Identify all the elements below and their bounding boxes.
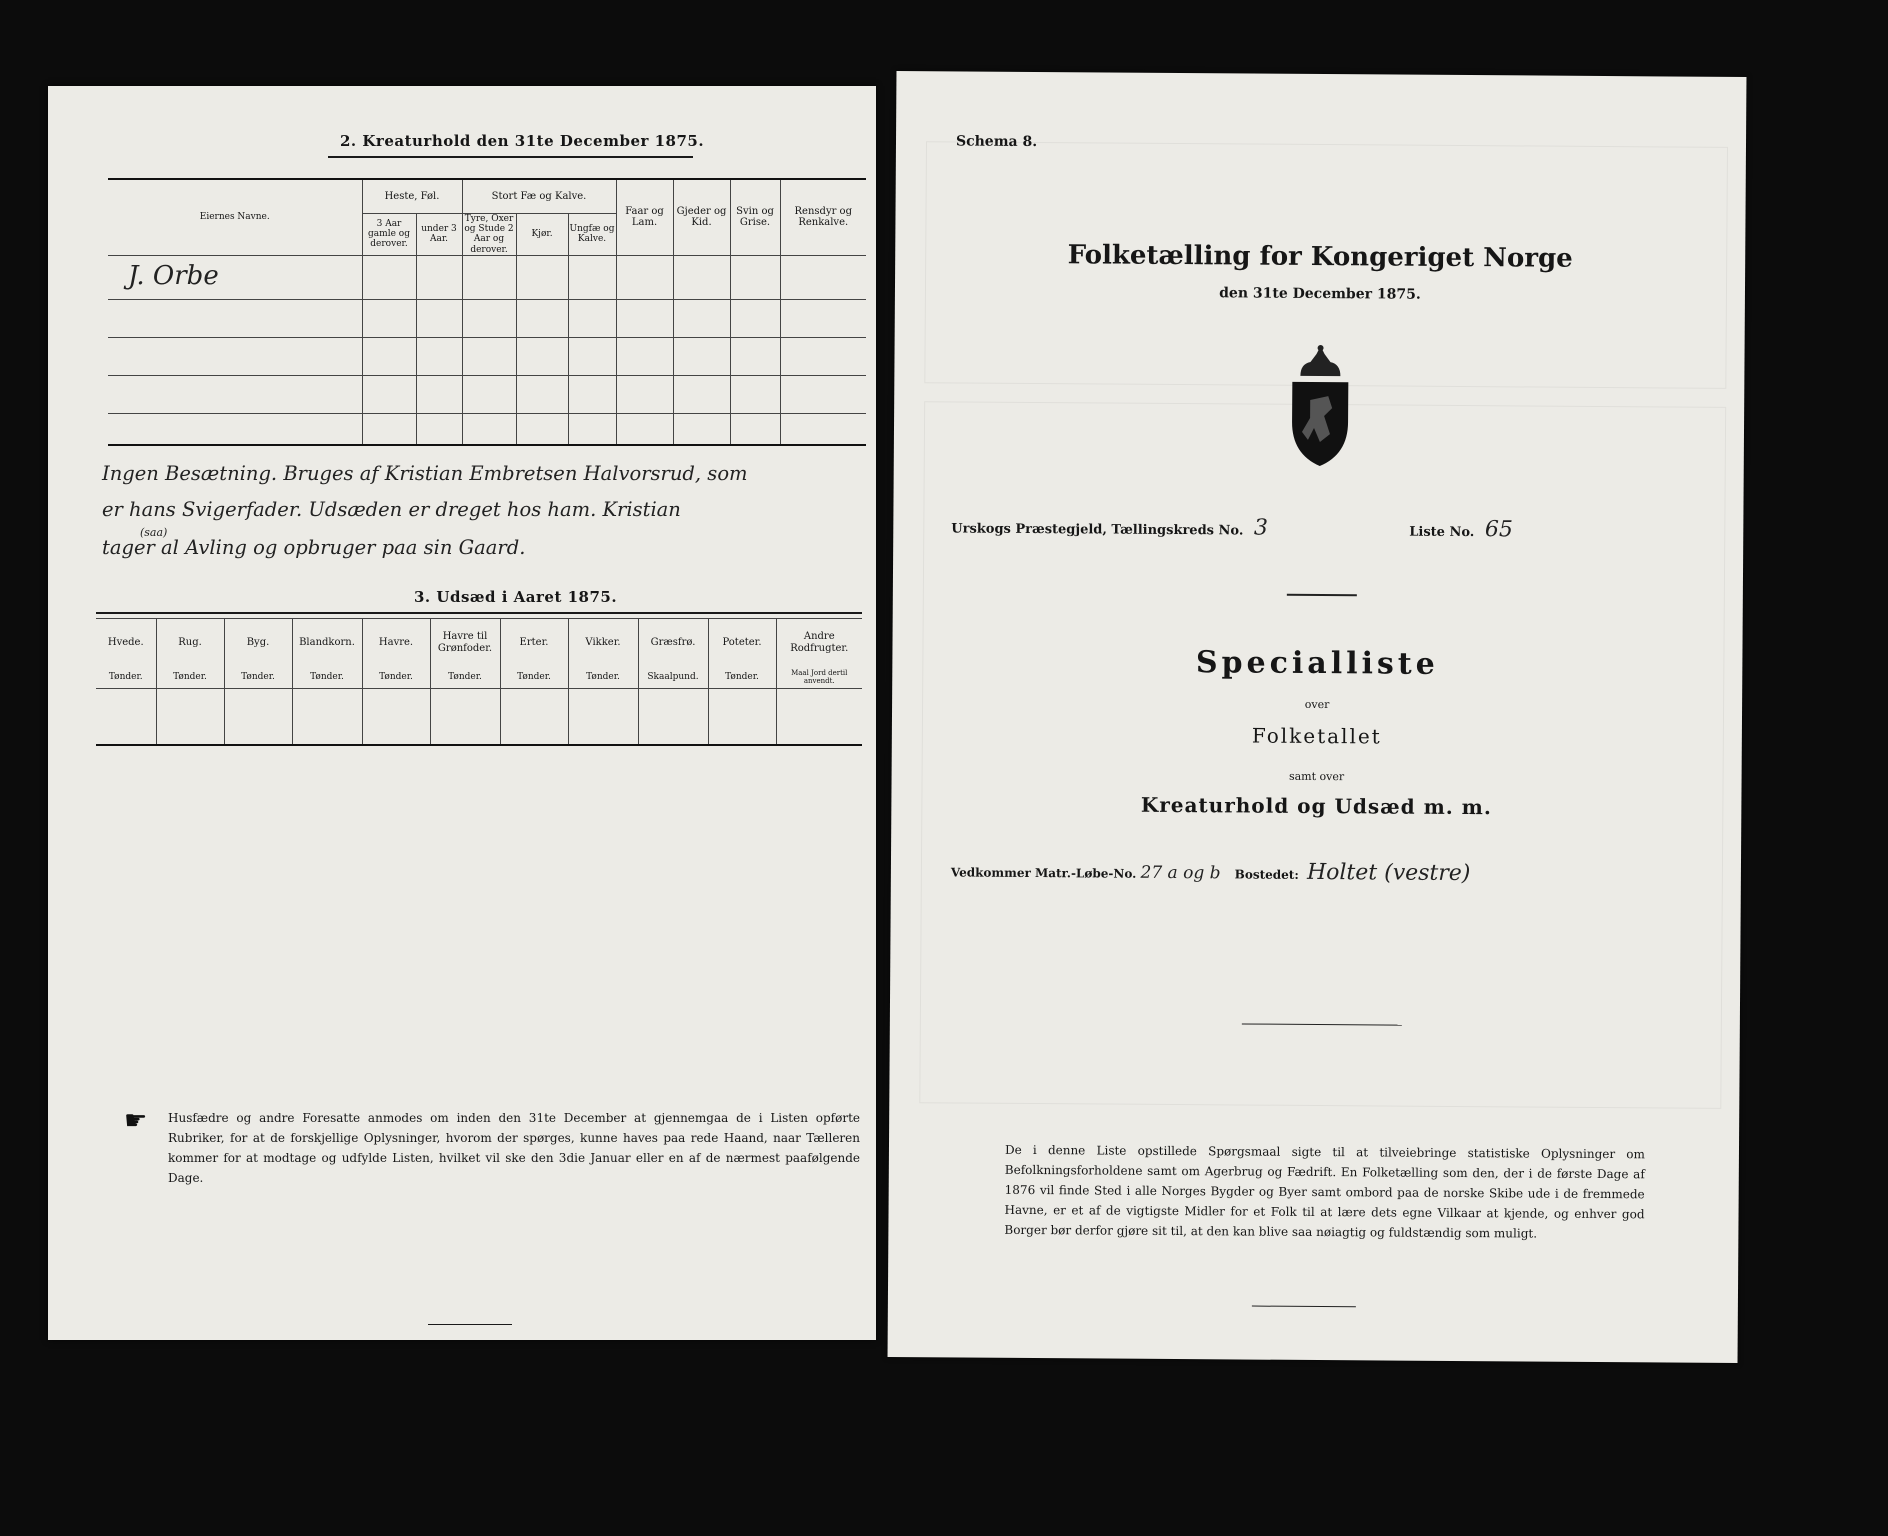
table-cell: [516, 255, 568, 299]
seed-col-unit: Tønder.: [96, 667, 156, 689]
table-cell: [362, 337, 416, 375]
owner-name: J. Orbe: [128, 261, 219, 292]
col-tyre: Tyre, Oxer og Stude 2 Aar og derover.: [462, 213, 516, 255]
livestock-table: [108, 178, 866, 446]
seed-cell: [362, 689, 430, 745]
prestegjeld-label: Urskogs Præstegjeld, Tællingskreds No.: [951, 521, 1244, 539]
kreaturhold-title: Kreaturhold og Udsæd m. m.: [1140, 792, 1492, 820]
matr-line: [951, 857, 1471, 886]
handwritten-note-line-3: tager al Avling og opbruger paa sin Gaard.: [102, 536, 526, 559]
main-title: Folketælling for Kongeriget Norge: [1067, 240, 1573, 274]
section3-title-rule: [96, 612, 862, 614]
handwritten-note-insert: (saa): [140, 526, 168, 539]
left-page: [48, 86, 876, 1340]
norway-coat-of-arms: [1280, 342, 1361, 473]
table-cell: [780, 255, 866, 299]
table-cell: [416, 375, 462, 413]
col-rensdyr: Rensdyr og Renkalve.: [780, 179, 866, 255]
seed-col-header: Havre.: [362, 619, 430, 667]
table-cell: [416, 255, 462, 299]
seed-cell: [500, 689, 568, 745]
table-cell: [416, 299, 462, 337]
seed-cell: [224, 689, 292, 745]
schema-label: Schema 8.: [955, 133, 1038, 151]
bostedet-label: Bostedet:: [1234, 867, 1299, 882]
prestegjeld-line: [951, 513, 1268, 540]
table-cell: [673, 255, 730, 299]
col-ungfae: Ungfæ og Kalve.: [568, 213, 616, 255]
seed-col-header: Græsfrø.: [638, 619, 708, 667]
matr-no: 27 a og b: [1140, 862, 1221, 884]
seed-col-header: Vikker.: [568, 619, 638, 667]
seed-col-unit: Tønder.: [224, 667, 292, 689]
table-cell: [462, 413, 516, 445]
handwritten-note-line-1: Ingen Besætning. Bruges af Kristian Embretsen Halvorsrud, som: [102, 462, 748, 485]
table-cell: [462, 299, 516, 337]
liste-line: [1409, 517, 1513, 543]
liste-no: 65: [1484, 517, 1513, 543]
info-paragraph: De i denne Liste opstillede Spørgsmaal sigte til at tilveiebringe statistiske Oplysninger om Befolkningsforholdene samt om Agerbrug og Fædrift. En Folketælling som den, der i de første Dage af 1876 vil finde Sted i alle Norges Bygder og Byer samt ombord paa de norske Skibe ude i de fremmede Havne, er et af de vigtigste Midler for et Folk til at lære dets egne Vilkaar at kjende, og enhver god Borger bør derfor gjøre sit til, at den kan blive saa nøiagtig og fuldstændig som muligt.: [1004, 1142, 1646, 1241]
divider-bottom: [1252, 1306, 1356, 1308]
seed-cell: [708, 689, 776, 745]
seed-col-unit: Maal Jord dertil anvendt.: [776, 667, 862, 689]
table-cell: [462, 375, 516, 413]
seed-col-header: Erter.: [500, 619, 568, 667]
seed-col-header: Hvede.: [96, 619, 156, 667]
owner-name-cell: [108, 255, 362, 299]
specialliste-title: Specialliste: [1195, 645, 1439, 682]
seed-cell: [568, 689, 638, 745]
table-cell: [780, 413, 866, 445]
seed-cell: [776, 689, 862, 745]
seed-cell: [430, 689, 500, 745]
section3-title: 3. Udsæd i Aaret 1875.: [414, 588, 618, 606]
col-heste-young: under 3 Aar.: [416, 213, 462, 255]
table-cell: [780, 337, 866, 375]
seed-cell: [292, 689, 362, 745]
section2-title: 2. Kreaturhold den 31te December 1875.: [340, 132, 705, 150]
table-cell: [780, 375, 866, 413]
liste-label: Liste No.: [1409, 524, 1475, 541]
table-cell: [673, 413, 730, 445]
seed-col-header: Havre til Grønfoder.: [430, 619, 500, 667]
samt-over-label: samt over: [1288, 769, 1345, 784]
table-cell: [616, 255, 673, 299]
table-cell: [730, 413, 780, 445]
table-cell: [616, 337, 673, 375]
table-cell: [673, 299, 730, 337]
table-cell: [616, 299, 673, 337]
group-heste: Heste, Føl.: [362, 179, 462, 213]
table-cell: [108, 299, 362, 337]
folketallet-title: Folketallet: [1251, 723, 1382, 749]
table-cell: [568, 255, 616, 299]
table-cell: [616, 413, 673, 445]
pointing-hand-icon: ☛: [124, 1106, 148, 1136]
col-kjor: Kjør.: [516, 213, 568, 255]
seed-col-unit: Tønder.: [568, 667, 638, 689]
table-cell: [568, 337, 616, 375]
table-cell: [673, 375, 730, 413]
table-cell: [568, 299, 616, 337]
seed-col-header: Poteter.: [708, 619, 776, 667]
seed-col-header: Byg.: [224, 619, 292, 667]
table-cell: [362, 255, 416, 299]
table-cell: [516, 413, 568, 445]
table-cell: [462, 255, 516, 299]
table-cell: [416, 413, 462, 445]
table-cell: [730, 255, 780, 299]
table-cell: [730, 299, 780, 337]
seed-col-header: Andre Rodfrugter.: [776, 619, 862, 667]
table-cell: [416, 337, 462, 375]
table-cell: [108, 337, 362, 375]
col-heste-old: 3 Aar gamle og derover.: [362, 213, 416, 255]
table-cell: [462, 337, 516, 375]
seed-cell: [96, 689, 156, 745]
table-cell: [730, 337, 780, 375]
handwritten-note-line-2: er hans Svigerfader. Udsæden er dreget hos ham. Kristian: [102, 498, 681, 521]
table-cell: [780, 299, 866, 337]
seed-cell: [638, 689, 708, 745]
table-cell: [516, 299, 568, 337]
seed-col-unit: Tønder.: [362, 667, 430, 689]
table-cell: [673, 337, 730, 375]
footnote: Husfædre og andre Foresatte anmodes om inden den 31te December at gjennemgaa de i Listen opførte Rubriker, for at de forskjellige Oplysninger, hvorom der spørges, kunne haves paa rede Haand, naar Tælleren kommer for at modtage og udfylde Listen, hvilket vil ske den 3die Januar eller en af de nærmest paafølgende Dage.: [168, 1111, 860, 1185]
seed-col-unit: Tønder.: [156, 667, 224, 689]
over-label-1: over: [1304, 697, 1330, 712]
col-owner-names: Eiernes Navne.: [108, 179, 362, 255]
seed-col-header: Blandkorn.: [292, 619, 362, 667]
table-cell: [730, 375, 780, 413]
seed-col-header: Rug.: [156, 619, 224, 667]
end-rule: [428, 1324, 512, 1325]
table-cell: [516, 375, 568, 413]
table-cell: [568, 375, 616, 413]
table-cell: [362, 299, 416, 337]
table-cell: [516, 337, 568, 375]
vedkommer-label: Vedkommer Matr.-Løbe-No.: [950, 865, 1137, 881]
col-gjeder: Gjeder og Kid.: [673, 179, 730, 255]
col-svin: Svin og Grise.: [730, 179, 780, 255]
table-cell: [362, 375, 416, 413]
table-cell: [362, 413, 416, 445]
seed-col-unit: Tønder.: [708, 667, 776, 689]
seed-col-unit: Tønder.: [430, 667, 500, 689]
census-date: den 31te December 1875.: [1219, 285, 1421, 303]
section2-title-rule: [328, 156, 693, 158]
seed-col-unit: Skaalpund.: [638, 667, 708, 689]
table-cell: [108, 375, 362, 413]
bleed-through-grid: [919, 401, 1726, 1109]
table-cell: [616, 375, 673, 413]
kreds-no: 3: [1253, 515, 1269, 541]
group-stort-fae: Stort Fæ og Kalve.: [462, 179, 616, 213]
seed-col-unit: Tønder.: [500, 667, 568, 689]
seed-col-unit: Tønder.: [292, 667, 362, 689]
table-cell: [108, 413, 362, 445]
bostedet-value: Holtet (vestre): [1306, 859, 1471, 887]
seed-cell: [156, 689, 224, 745]
table-cell: [568, 413, 616, 445]
col-faar: Faar og Lam.: [616, 179, 673, 255]
right-page: [888, 71, 1747, 1363]
seed-table: [96, 618, 862, 746]
